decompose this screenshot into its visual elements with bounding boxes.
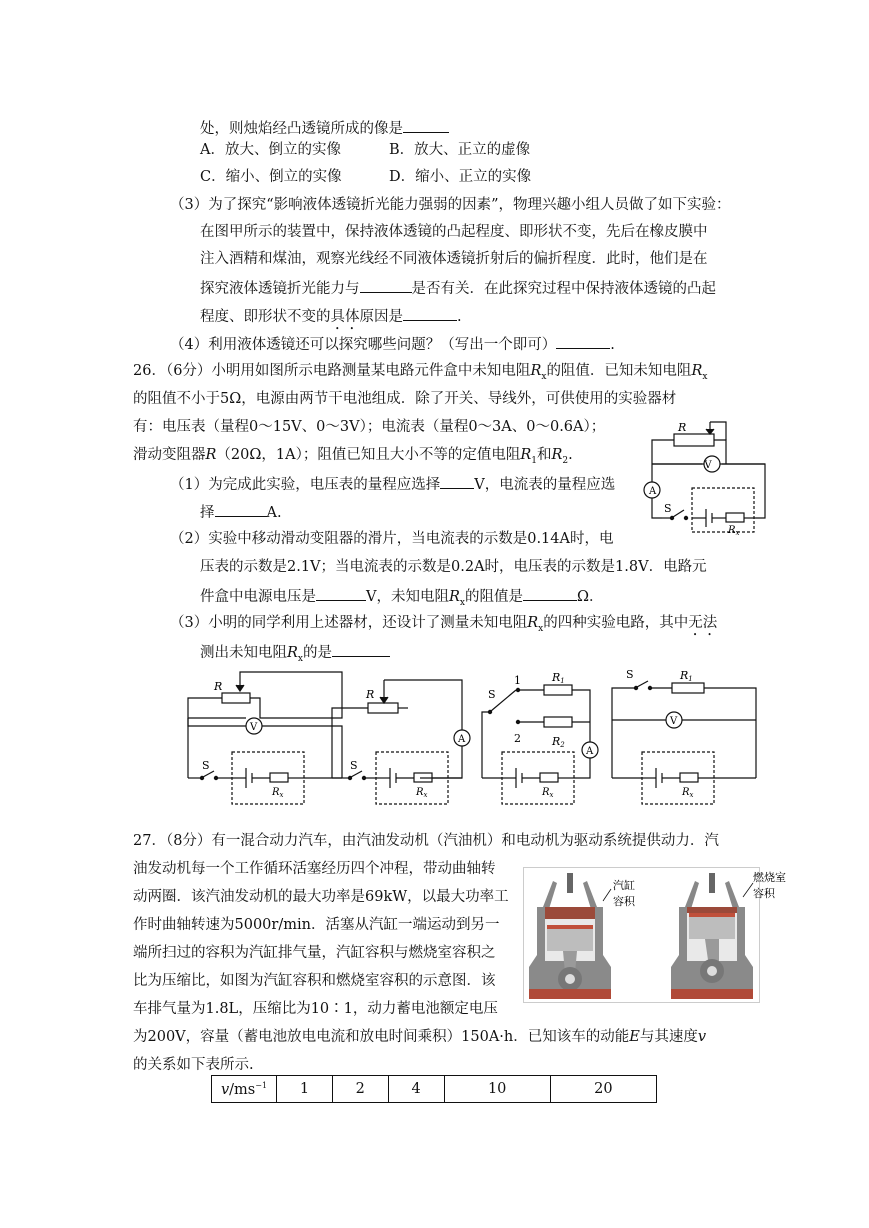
q27-stem: 车排气量为1.8L，压缩比为10∶1，动力蓄电池额定电压 [133,1001,498,1017]
c3-contact-1: 1 [514,674,521,687]
c1-rx-label: $R_x$ [272,787,284,799]
q27-stem: 端所扫过的容积为汽缸排气量，汽缸容积与燃烧室容积之 [133,945,496,961]
c3-ammeter-label: A [586,746,594,757]
answer-blank [215,501,267,517]
q27-stem: 比为压缩比，如图为汽缸容积和燃烧室容积的示意图．该 [133,973,496,989]
q25-part3-line: 探究液体透镜折光能力与 是否有关．在此探究过程中保持液体透镜的凸起 [200,277,716,299]
c1-switch-label: S [202,759,210,772]
q27-stem: 为200V，容量（蓄电池放电电流和放电时间乘积）150A·h．已知该车的动能E与其速度v [133,1029,707,1045]
c3-switch-label: S [488,688,496,701]
engine-cylinder-figure [523,867,786,1003]
c3-contact-2: 2 [514,732,521,745]
table-cell: 1 [277,1076,333,1103]
table-header-cell: $v/ms^{-1}$ [212,1076,277,1103]
table-cell: 4 [388,1076,444,1103]
q25-line: 处，则烛焰经凸透镜所成的像是 [200,117,449,139]
c1-voltmeter-label: V [250,722,258,733]
combustion-chamber-label-2: 容积 [753,887,775,900]
q26-part3: （3）小明的同学利用上述器材，还设计了测量未知电阻$R_x$的四种实验电路，其中无法 [170,615,718,634]
answer-blank [316,585,366,601]
q26-stem: 的阻值不小于5Ω，电源由两节干电池组成．除了开关、导线外，可供使用的实验器材 [133,391,677,407]
answer-blank [440,473,474,489]
rx-label: $R_x$ [728,525,740,537]
c3-rx-label: $R_x$ [542,787,554,799]
q27-stem: 动两圈．该汽油发动机的最大功率是69kW，以最大功率工 [133,889,509,905]
q25-part3-line: 注入酒精和煤油，观察光线经不同液体透镜折射后的偏折程度．此时，他们是在 [200,251,708,267]
c4-r1-label: R1 [680,669,693,683]
q26-stem: 有：电压表（量程0～15V、0～3V）；电流表（量程0～3A、0～0.6A）； [133,419,606,435]
q27-stem: 油发动机每一个工作循环活塞经历四个冲程，带动曲轴转 [133,861,496,877]
switch-label: S [664,502,672,515]
q27-stem: 的关系如下表所示. [133,1057,254,1073]
q26-part1: （1）为完成此实验，电压表的量程应选择 V，电流表的量程应选 [170,473,615,495]
c2-rheostat-label: R [366,688,375,701]
c2-switch-label: S [350,759,358,772]
answer-blank [332,641,390,657]
option-c: C．缩小、倒立的实像 [200,169,342,185]
q26-part2: 压表的示数是2.1V；当电流表的示数是0.2A时，电压表的示数是1.8V．电路元 [200,559,707,575]
velocity-table [211,1075,657,1103]
q25-part3-line: 程度、即形状不变的具体原因是 . [200,305,462,333]
cylinder-volume-label-2: 容积 [613,895,635,908]
q26-part3: 测出未知电阻$R_x$的是 [200,641,390,669]
answer-blank [556,333,610,349]
rheostat-label: R [678,421,687,434]
q27-stem: 作时曲轴转速为5000r/min．活塞从汽缸一端运动到另一 [133,917,500,933]
ammeter-label: A [649,486,657,497]
q26-stem: 滑动变阻器R（20Ω，1A）；阻值已知且大小不等的定值电阻$R_1$和$R_2$. [133,447,573,466]
c2-ammeter-label: A [458,734,466,745]
table-row [212,1076,657,1103]
answer-blank [360,277,412,293]
answer-blank [403,117,449,133]
answer-blank [403,305,457,321]
table-cell: 20 [550,1076,656,1103]
c4-rx-label: $R_x$ [682,787,694,799]
c4-switch-label: S [626,668,634,681]
q27-stem: 27．（8分）有一混合动力汽车，由汽油发动机（汽油机）和电动机为驱动系统提供动力．汽 [133,833,719,849]
q26-part2: 件盒中电源电压是 V，未知电阻$R_x$的阻值是 Ω． [200,585,604,613]
voltmeter-label: V [704,460,712,471]
c1-rheostat-label: R [214,680,223,693]
q26-stem: 26．（6分）小明用如图所示电路测量某电路元件盒中未知电阻$R_x$的阻值．已知未知电阻$R_x$ [133,363,708,382]
four-circuits-diagram [180,668,780,813]
q25-part4: （4）利用液体透镜还可以探究哪些问题？（写出一个即可） . [170,333,615,355]
q26-part1: 择 A. [200,501,282,523]
table-cell: 2 [332,1076,388,1103]
c3-r1-label: R1 [552,671,565,685]
q26-part2: （2）实验中移动滑动变阻器的滑片，当电流表的示数是0.14A时，电 [170,531,614,547]
c2-rx-label: $R_x$ [416,787,428,799]
table-cell: 10 [444,1076,550,1103]
main-circuit-diagram [640,418,770,536]
combustion-chamber-label-1: 燃烧室 [753,871,786,884]
option-a: A．放大、倒立的实像 [200,142,341,158]
answer-blank [523,585,577,601]
c3-r2-label: R2 [552,735,565,749]
q25-part3: （3）为了探究“影响液体透镜折光能力强弱的因素”，物理兴趣小组人员做了如下实验： [170,197,731,213]
cylinder-volume-label-1: 汽缸 [613,879,635,892]
option-b: B．放大、正立的虚像 [389,142,531,158]
c4-voltmeter-label: V [670,716,678,727]
q25-part3-line: 在图甲所示的装置中，保持液体透镜的凸起程度、即形状不变，先后在橡皮膜中 [200,224,708,240]
option-d: D．缩小、正立的实像 [389,169,532,185]
